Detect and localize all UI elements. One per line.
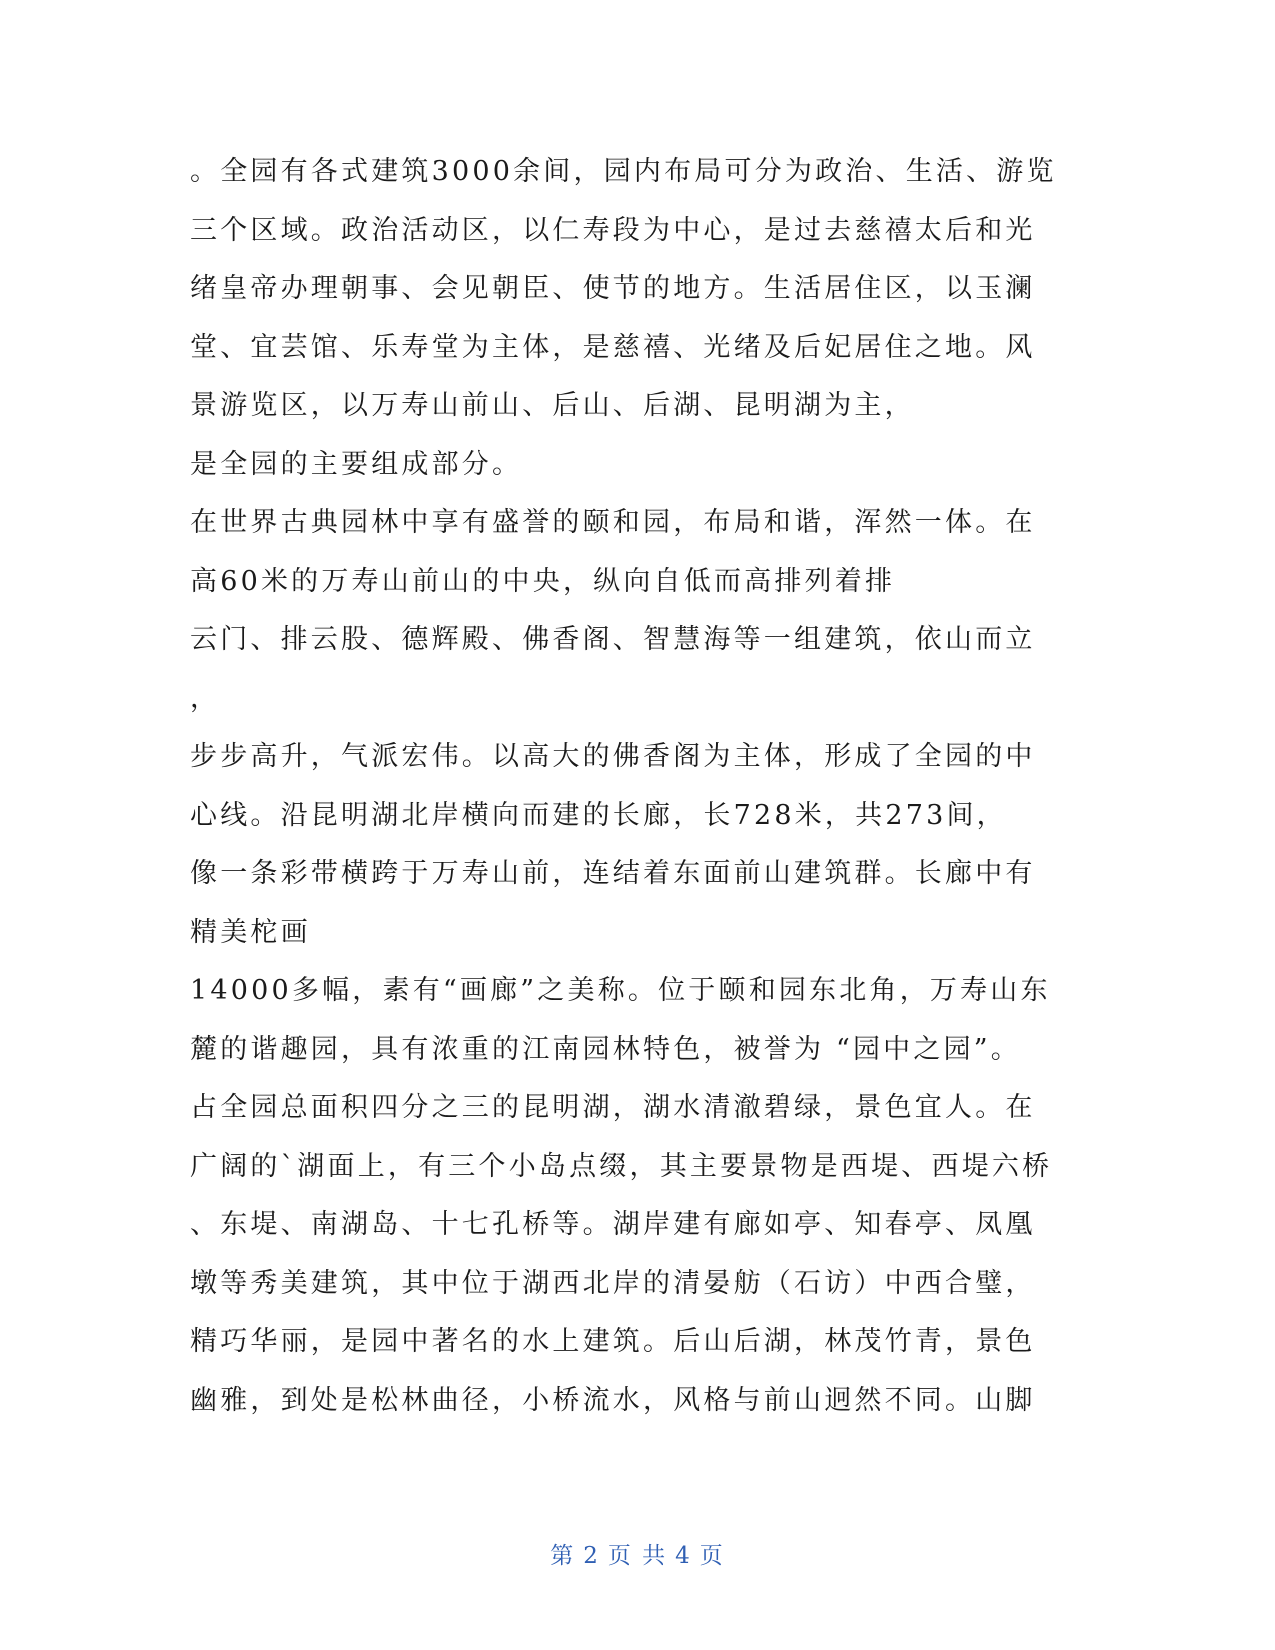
text-line: 心线。沿昆明湖北岸横向而建的长廊，长728米，共273间， — [190, 799, 1007, 831]
footer-middle: 页 共 — [607, 1543, 668, 1569]
text-line: 绪皇帝办理朝事、会见朝臣、使节的地方。生活居住区，以玉澜 — [190, 273, 1036, 304]
text-line: 广阔的`湖面上，有三个小岛点缀，其主要景物是西堤、西堤六桥 — [190, 1150, 1053, 1182]
text-line: 占全园总面积四分之三的昆明湖，湖水清澈碧绿，景色宜人。在 — [190, 1092, 1036, 1123]
text-line: 幽雅，到处是松林曲径，小桥流水，风格与前山迥然不同。山脚 — [190, 1384, 1036, 1416]
page-footer — [0, 1537, 1275, 1570]
footer-page-number: 2 — [583, 1543, 600, 1569]
text-line: 。全园有各式建筑3000余间，园内布局可分为政治、生活、游览 — [190, 156, 1057, 187]
footer-total-pages: 4 — [675, 1543, 692, 1569]
text-line: 高60米的万寿山前山的中央，纵向自低而高排列着排 — [190, 565, 896, 597]
text-line: 墩等秀美建筑，其中位于湖西北岸的清晏舫（石访）中西合璧， — [190, 1267, 1036, 1299]
text-line: 堂、宜芸馆、乐寿堂为主体，是慈禧、光绪及后妃居住之地。风 — [190, 331, 1036, 363]
text-line: 精美柁画 — [190, 916, 311, 948]
text-line: ， — [190, 682, 221, 714]
text-line: 麓的谐趣园，具有浓重的江南园林特色，被誉为 “园中之园”。 — [190, 1033, 1021, 1065]
text-line: 是全园的主要组成部分。 — [190, 448, 523, 480]
text-line: 云门、排云股、德辉殿、佛香阁、智慧海等一组建筑，依山而立 — [190, 624, 1036, 655]
footer-prefix: 第 — [550, 1543, 576, 1569]
body-text — [190, 143, 1090, 1430]
text-line: 三个区域。政治活动区，以仁寿段为中心，是过去慈禧太后和光 — [190, 214, 1036, 246]
text-line: 14000多幅，素有“画廊”之美称。位于颐和园东北角，万寿山东 — [190, 975, 1051, 1006]
text-line: 在世界古典园林中享有盛誉的颐和园，布局和谐，浑然一体。在 — [190, 507, 1036, 538]
text-line: 、东堤、南湖岛、十七孔桥等。湖岸建有廊如亭、知春亭、凤凰 — [190, 1209, 1036, 1240]
text-line: 步步高升，气派宏伟。以高大的佛香阁为主体，形成了全园的中 — [190, 741, 1036, 772]
text-line: 像一条彩带横跨于万寿山前，连结着东面前山建筑群。长廊中有 — [190, 858, 1036, 889]
text-line: 精巧华丽，是园中著名的水上建筑。后山后湖，林茂竹青，景色 — [190, 1326, 1036, 1357]
text-line: 景游览区，以万寿山前山、后山、后湖、昆明湖为主， — [190, 390, 915, 421]
footer-suffix: 页 — [699, 1543, 725, 1569]
